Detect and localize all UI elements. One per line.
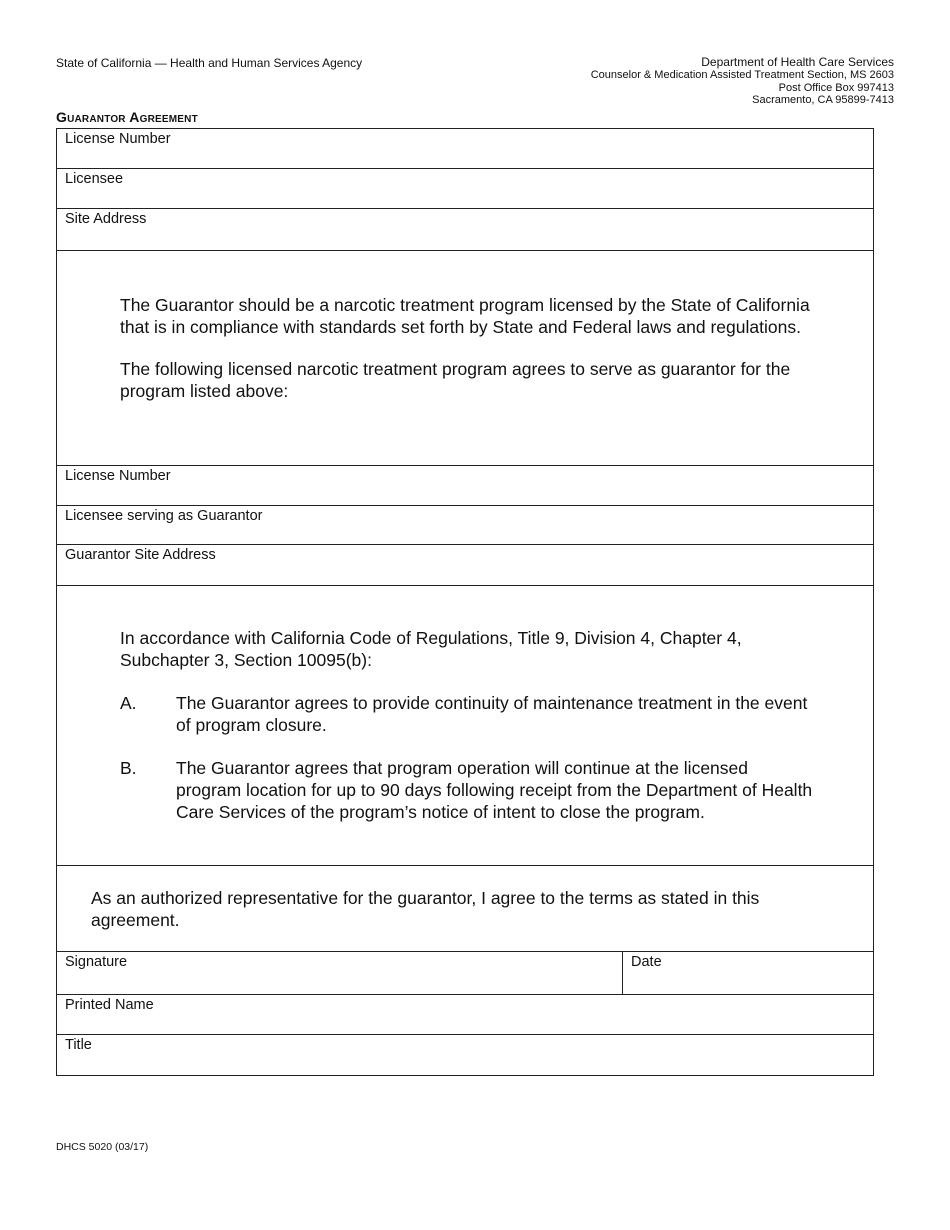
form-title: Guarantor Agreement <box>56 109 198 125</box>
signature-date-row <box>57 952 873 995</box>
item-letter: B. <box>120 758 137 778</box>
licensee-field[interactable] <box>57 169 873 209</box>
field-label: License Number <box>65 131 171 147</box>
item-text: The Guarantor agrees that program operation will continue at the licensed program location for up to 90 days following receipt from the Department of Health Care Services of the program’s notice of intent to close the program. <box>176 758 813 822</box>
license-number-field[interactable] <box>57 129 873 169</box>
regulation-item-b <box>120 757 813 823</box>
regulation-item-a <box>120 692 813 736</box>
field-label: Date <box>631 954 662 970</box>
authorization-statement: As an authorized representative for the guarantor, I agree to the terms as stated in this agreement. <box>91 888 760 930</box>
field-label: Site Address <box>65 211 147 227</box>
department-po-box: Post Office Box 997413 <box>778 81 894 94</box>
field-label: Title <box>65 1037 92 1053</box>
field-label: License Number <box>65 468 171 484</box>
field-label: Licensee <box>65 171 124 187</box>
guarantor-site-address-field[interactable] <box>57 545 873 586</box>
requirement-paragraph: The Guarantor should be a narcotic treatment program licensed by the State of California that is in compliance with standards set forth by State and Federal laws and regulations. <box>120 295 810 337</box>
title-field[interactable] <box>57 1035 873 1075</box>
authorization-section <box>57 866 873 952</box>
agency-name: State of California — Health and Human Services Agency <box>56 56 363 70</box>
field-label: Guarantor Site Address <box>65 547 216 563</box>
form-number: DHCS 5020 (03/17) <box>56 1141 149 1153</box>
date-field[interactable] <box>622 952 873 994</box>
guarantor-license-number-field[interactable] <box>57 466 873 506</box>
regulation-intro: In accordance with California Code of Regulations, Title 9, Division 4, Chapter 4, Subchapter 3, Section 10095(b): <box>120 628 742 670</box>
printed-name-field[interactable] <box>57 995 873 1035</box>
field-label: Licensee serving as Guarantor <box>65 508 263 524</box>
item-letter: A. <box>120 693 137 713</box>
item-text: The Guarantor agrees to provide continuity of maintenance treatment in the event of program closure. <box>176 693 808 735</box>
signature-field[interactable] <box>57 952 622 994</box>
department-name: Department of Health Care Services <box>701 55 894 69</box>
guarantor-form <box>56 128 874 1076</box>
regulation-section <box>57 586 873 866</box>
guarantor-licensee-field[interactable] <box>57 506 873 545</box>
site-address-field[interactable] <box>57 209 873 251</box>
department-city: Sacramento, CA 95899-7413 <box>752 94 894 106</box>
field-label: Printed Name <box>65 997 154 1013</box>
department-section: Counselor & Medication Assisted Treatment Section, MS 2603 <box>590 69 894 81</box>
field-label: Signature <box>65 954 128 970</box>
department-address <box>591 56 894 107</box>
agreement-paragraph: The following licensed narcotic treatment program agrees to serve as guarantor for the program listed above: <box>120 359 791 401</box>
guarantor-requirements-section <box>57 251 873 466</box>
